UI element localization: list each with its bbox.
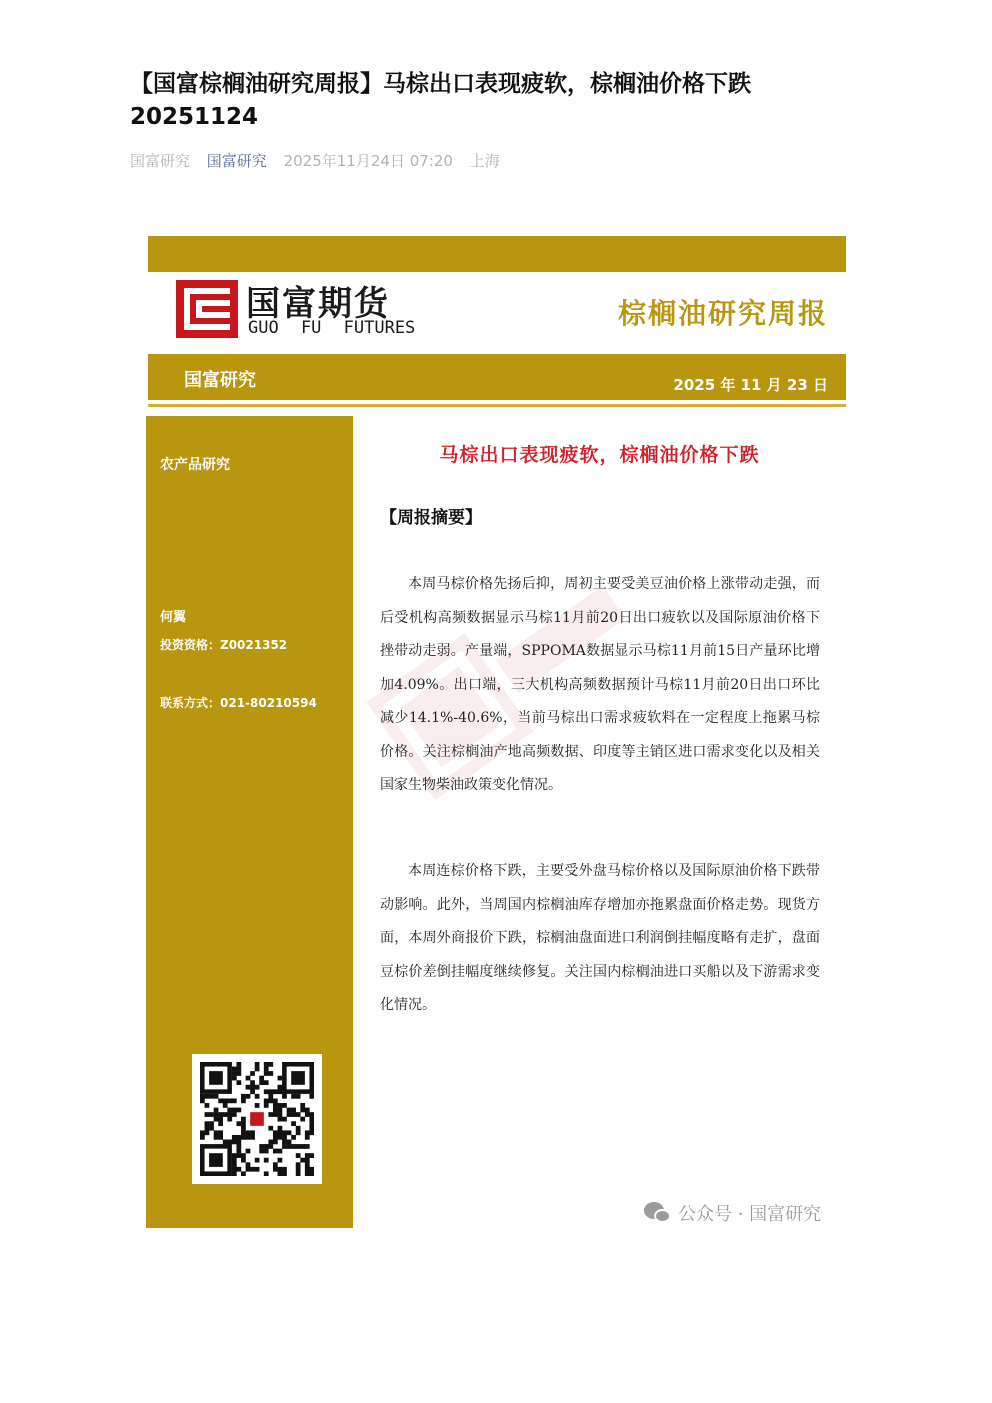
article-account-link[interactable]: 国富研究	[206, 152, 267, 170]
company-logo	[176, 280, 436, 340]
sidebar-contact: 联系方式：021-80210594	[160, 696, 317, 710]
gold-top-bar	[148, 236, 846, 272]
report-headline: 马棕出口表现疲软，棕榈油价格下跌	[439, 444, 760, 466]
report-date: 2025 年 11 月 23 日	[673, 376, 828, 394]
wechat-icon	[644, 1202, 672, 1224]
logo-english-name: GUO FU FUTURES	[248, 318, 416, 338]
summary-title: 【周报摘要】	[380, 508, 482, 528]
band-label: 国富研究	[184, 370, 256, 391]
logo-mark-icon	[176, 280, 238, 338]
sidebar-certificate: 投资资格：Z0021352	[160, 638, 288, 652]
qr-code-icon	[192, 1054, 322, 1184]
article-meta	[130, 150, 512, 171]
sidebar-author: 何翼	[160, 610, 187, 625]
footer-account[interactable]	[644, 1200, 821, 1226]
gold-divider	[148, 404, 846, 407]
summary-paragraph-1: 本周马棕价格先扬后抑，周初主要受美豆油价格上涨带动走强，而后受机构高频数据显示马棕11月前20日出口疲软以及国际原油价格下挫带动走弱。产量端，SPPOMA数据显示马棕11月前15日产量环比增加4.09%。出口端，三大机构高频数据预计马棕11月前20日出口环比减少14.1%-40.6%，当前马棕出口需求疲软料在一定程度上拖累马棕价格。关注棕榈油产地高频数据、印度等主销区进口需求变化以及相关国家生物柴油政策变化情况。	[380, 576, 820, 793]
article-location: 上海	[469, 152, 500, 170]
report-image	[146, 236, 846, 1228]
gold-band	[148, 354, 846, 400]
report-name: 棕榈油研究周报	[617, 297, 828, 330]
article-title: 【国富棕榈油研究周报】马棕出口表现疲软，棕榈油价格下跌20251124	[130, 71, 751, 130]
footer-label: 公众号 · 国富研究	[678, 1204, 822, 1225]
sidebar-category: 农产品研究	[160, 457, 230, 473]
logo-chinese-name: 国富期货	[246, 284, 390, 324]
article-datetime: 2025年11月24日 07:20	[283, 152, 453, 170]
article-source: 国富研究	[130, 152, 191, 170]
summary-paragraph-2: 本周连棕价格下跌，主要受外盘马棕价格以及国际原油价格下跌带动影响。此外，当周国内棕榈油库存增加亦拖累盘面价格走势。现货方面，本周外商报价下跌，棕榈油盘面进口利润倒挂幅度略有走扩，盘面豆棕价差倒挂幅度继续修复。关注国内棕榈油进口买船以及下游需求变化情况。	[380, 863, 820, 1013]
